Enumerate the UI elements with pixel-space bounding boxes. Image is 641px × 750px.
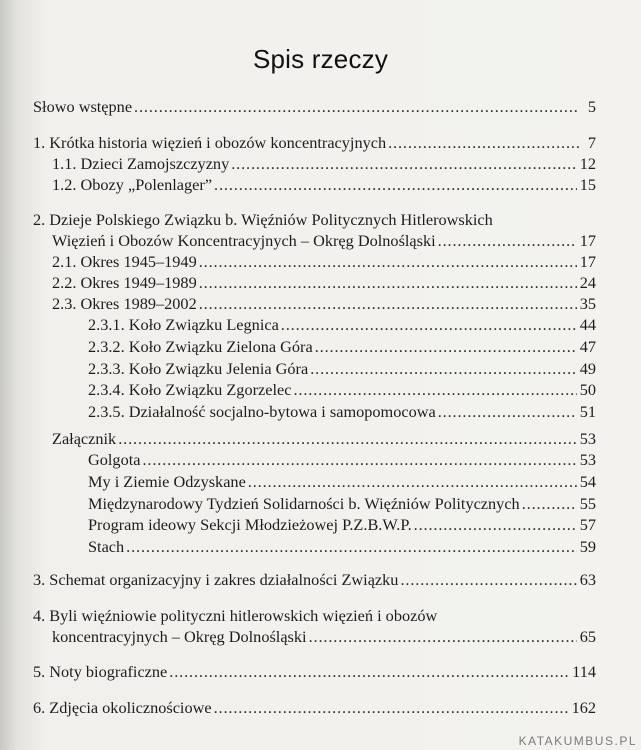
toc-entry-page: 54 (579, 472, 596, 491)
dot-leader (438, 401, 577, 423)
toc-entry (52, 626, 596, 648)
dot-leader (388, 132, 579, 154)
toc-entry-title: 1. Krótka historia więzień i obozów koncentracyjnych (33, 133, 387, 152)
toc-entry-title: 1.2. Obozy „Polenlager” (52, 175, 213, 194)
toc-entry-title: 2.3.1. Koło Związku Legnica (88, 315, 279, 334)
toc-entry (33, 697, 596, 719)
toc-entry (33, 661, 596, 683)
toc-entry (88, 536, 596, 558)
dot-leader (281, 314, 577, 336)
toc-entry-page: 24 (579, 273, 596, 292)
dot-leader (315, 336, 577, 358)
toc-entry (52, 272, 596, 294)
toc-entry-page: 162 (571, 698, 596, 717)
toc-entry (88, 358, 596, 380)
dot-leader (438, 230, 577, 252)
toc-entry (88, 514, 596, 536)
dot-leader (293, 379, 576, 401)
toc-entry-title: 6. Zdjęcia okolicznościowe (33, 698, 212, 717)
dot-leader (142, 449, 576, 471)
toc-entry-page: 49 (579, 359, 596, 378)
toc-entry-title-line1: 4. Byli więźniowie polityczni hitlerowskich więzień i obozów (33, 606, 438, 625)
toc-entry-title-line1: 2. Dzieje Polskiego Związku b. Więźniów Politycznych Hitlerowskich (33, 210, 493, 229)
toc-entry-page: 53 (579, 429, 596, 448)
toc-entry (33, 96, 596, 118)
toc-entry-page: 53 (579, 450, 596, 469)
toc-entry-title: 2.3. Okres 1989–2002 (52, 294, 197, 313)
toc-entry (33, 132, 596, 154)
dot-leader (414, 514, 577, 536)
toc-entry-page: 35 (579, 294, 596, 313)
watermark: KATAKUMBUS.PL (518, 734, 637, 748)
toc-entry-title: 2.2. Okres 1949–1989 (52, 273, 197, 292)
toc-entry-title: Golgota (88, 450, 141, 469)
toc-entry-page: 57 (579, 515, 596, 534)
toc-entry-title: Międzynarodowy Tydzień Solidarności b. Więźniów Politycznych (88, 494, 520, 513)
toc-entry-page: 17 (579, 252, 596, 271)
dot-leader (400, 569, 576, 591)
toc-entry-title: My i Ziemie Odzyskane (88, 472, 246, 491)
dot-leader (309, 626, 577, 648)
dot-leader (118, 428, 577, 450)
toc-entry-title: koncentracyjnych – Okręg Dolnośląski (52, 627, 307, 646)
toc-entry-title: Więzień i Obozów Koncentracyjnych – Okręg Dolnośląski (52, 231, 436, 250)
dot-leader (199, 272, 577, 294)
toc-entry (52, 428, 596, 450)
toc-entry-title: 2.3.5. Działalność socjalno-bytowa i samopomocowa (88, 402, 436, 421)
toc-entry-page: 15 (579, 175, 596, 194)
toc-entry (88, 314, 596, 336)
toc-entry-title: Załącznik (52, 429, 117, 448)
dot-leader (248, 471, 577, 493)
toc-entry (52, 174, 596, 196)
toc-entry-title: Program ideowy Sekcji Młodzieżowej P.Z.B.W.P. (88, 515, 412, 534)
toc-entry (88, 336, 596, 358)
toc-entry-title: 2.3.4. Koło Związku Zgorzelec (88, 380, 292, 399)
toc-entry (52, 251, 596, 273)
toc-entry-page: 5 (587, 97, 596, 116)
toc-entry-page: 47 (579, 337, 596, 356)
dot-leader (522, 493, 577, 515)
toc-entry-page: 114 (572, 662, 596, 681)
toc-entry (88, 379, 596, 401)
toc-entry-page: 50 (579, 380, 596, 399)
toc-entry-title: 1.1. Dzieci Zamojszczyzny (52, 154, 230, 173)
toc-entry-page: 7 (587, 133, 596, 152)
dot-leader (134, 96, 579, 118)
toc-entry (52, 153, 596, 175)
dot-leader (169, 661, 569, 683)
toc-entry-title: Stach (88, 537, 125, 556)
toc-entry-page: 12 (579, 154, 596, 173)
dot-leader (199, 251, 577, 273)
toc-entry (88, 401, 596, 423)
dot-leader (199, 293, 577, 315)
toc-entry-page: 65 (579, 627, 596, 646)
dot-leader (310, 358, 577, 380)
toc-entry-page: 17 (579, 231, 596, 250)
toc-entry-title: 3. Schemat organizacyjny i zakres działalności Związku (33, 570, 399, 589)
dot-leader (214, 697, 569, 719)
toc-entry-title: 2.3.2. Koło Związku Zielona Góra (88, 337, 313, 356)
toc-entry (52, 293, 596, 315)
toc-entry (88, 493, 596, 515)
page-title: Spis rzeczy (252, 44, 389, 74)
toc-entry-page: 55 (579, 494, 596, 513)
toc-entry (52, 230, 596, 252)
toc-entry (33, 569, 596, 591)
toc-entry-title: 2.1. Okres 1945–1949 (52, 252, 197, 271)
toc-entry-page: 44 (579, 315, 596, 334)
toc-entry-page: 59 (579, 537, 596, 556)
toc-entry-title: 5. Noty biograficzne (33, 662, 168, 681)
toc-entry-page: 51 (579, 402, 596, 421)
toc-entry-title: Słowo wstępne (33, 97, 133, 116)
toc-entry-title: 2.3.3. Koło Związku Jelenia Góra (88, 359, 309, 378)
dot-leader (126, 536, 577, 558)
toc-entry (88, 471, 596, 493)
dot-leader (231, 153, 577, 175)
dot-leader (214, 174, 577, 196)
toc-entry (88, 449, 596, 471)
toc-entry-page: 63 (579, 570, 596, 589)
